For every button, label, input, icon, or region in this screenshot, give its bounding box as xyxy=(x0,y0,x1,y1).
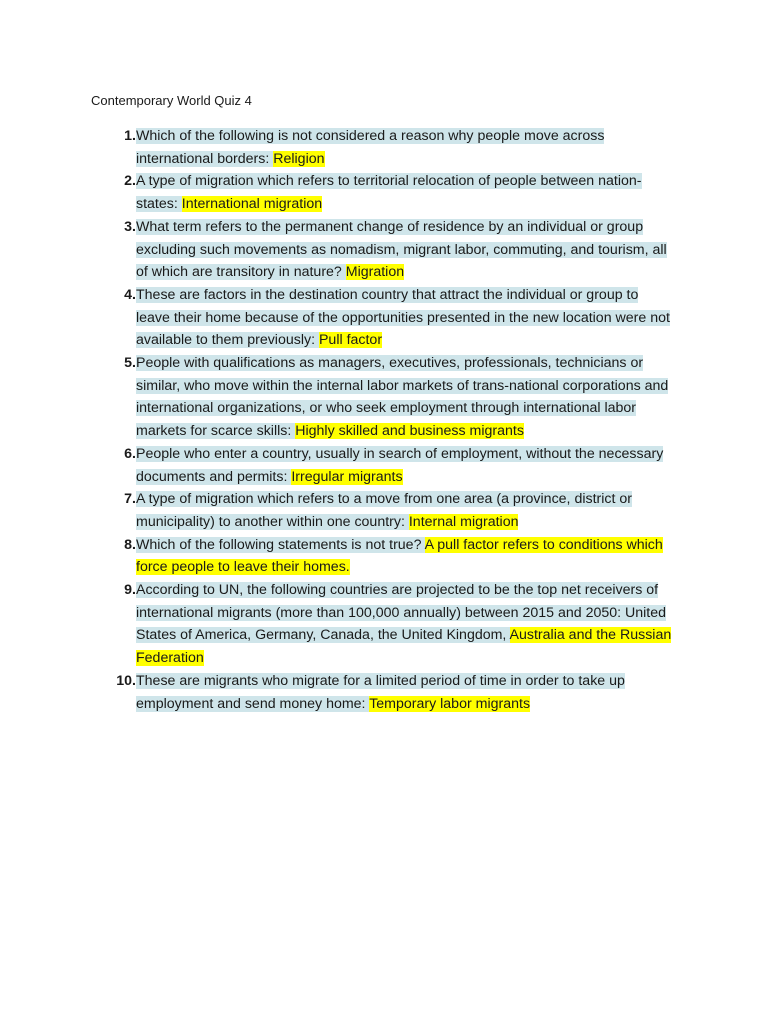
quiz-question-list xyxy=(100,125,690,715)
question-text: These are migrants who migrate for a limited period of time in order to take up employment and send money home: xyxy=(136,672,625,712)
quiz-question xyxy=(100,216,690,284)
question-body xyxy=(136,170,676,215)
question-text: What term refers to the permanent change of residence by an individual or group excluding such movements as nomadism, migrant labor, commuting, and tourism, all of which are transitory in nature? xyxy=(136,218,667,281)
question-number: 4. xyxy=(124,286,136,303)
quiz-question xyxy=(100,125,690,170)
quiz-question xyxy=(100,534,690,579)
answer-text: Temporary labor migrants xyxy=(369,695,531,712)
question-text: A type of migration which refers to territorial relocation of people between nation-states: xyxy=(136,173,642,213)
question-body xyxy=(136,352,676,443)
quiz-question xyxy=(100,443,690,488)
answer-text: Religion xyxy=(273,150,325,167)
answer-text: Migration xyxy=(345,264,405,281)
question-body xyxy=(136,284,676,352)
question-text: These are factors in the destination country that attract the individual or group to leave their home because of the opportunities presented in the new location were not available to them previously: xyxy=(136,286,670,349)
question-text: A type of migration which refers to a move from one area (a province, district or municipality) to another within one country: xyxy=(136,491,632,530)
question-body xyxy=(136,579,676,670)
question-number: 1. xyxy=(124,128,136,144)
question-body xyxy=(136,125,676,170)
answer-text: Internal migration xyxy=(408,513,519,530)
quiz-question xyxy=(100,579,690,670)
question-text: Which of the following statements is not true? xyxy=(136,536,425,553)
question-number: 3. xyxy=(124,218,136,235)
answer-text: A pull factor refers to conditions which force people to leave their homes. xyxy=(136,536,663,576)
question-number: 7. xyxy=(124,491,136,508)
question-body xyxy=(136,534,676,579)
question-number: 8. xyxy=(124,536,136,553)
quiz-question xyxy=(100,670,690,715)
question-text: People with qualifications as managers, executives, professionals, technicians or similar, who move within the internal labor markets of trans-national corporations and international organizations, or who seek employment through international labor markets for scarce skills: xyxy=(136,355,669,440)
answer-text: Irregular migrants xyxy=(291,468,403,485)
quiz-question xyxy=(100,170,690,215)
question-body xyxy=(136,488,676,533)
question-body xyxy=(136,443,676,488)
quiz-question xyxy=(100,352,690,443)
answer-text: International migration xyxy=(181,196,323,213)
question-number: 2. xyxy=(124,173,136,190)
answer-text: Pull factor xyxy=(318,332,383,349)
question-body xyxy=(136,670,676,715)
question-number: 10. xyxy=(116,672,136,689)
question-number: 6. xyxy=(124,445,136,462)
question-body xyxy=(136,216,676,284)
question-text: Which of the following is not considered a reason why people move across international borders: xyxy=(136,128,605,167)
quiz-question xyxy=(100,488,690,533)
question-number: 5. xyxy=(124,355,136,372)
answer-text: Australia and the Russian Federation xyxy=(136,627,672,667)
question-number: 9. xyxy=(124,582,136,599)
question-text: People who enter a country, usually in search of employment, without the necessary documents and permits: xyxy=(136,445,664,485)
quiz-question xyxy=(100,284,690,352)
answer-text: Highly skilled and business migrants xyxy=(295,423,524,440)
question-text: According to UN, the following countries are projected to be the top net receivers of international migrants (more than 100,000 annually) between 2015 and 2050: United States of America, Germany, Canada, the United Kingdom, xyxy=(136,582,667,644)
document-title: Contemporary World Quiz 4 xyxy=(91,93,252,108)
